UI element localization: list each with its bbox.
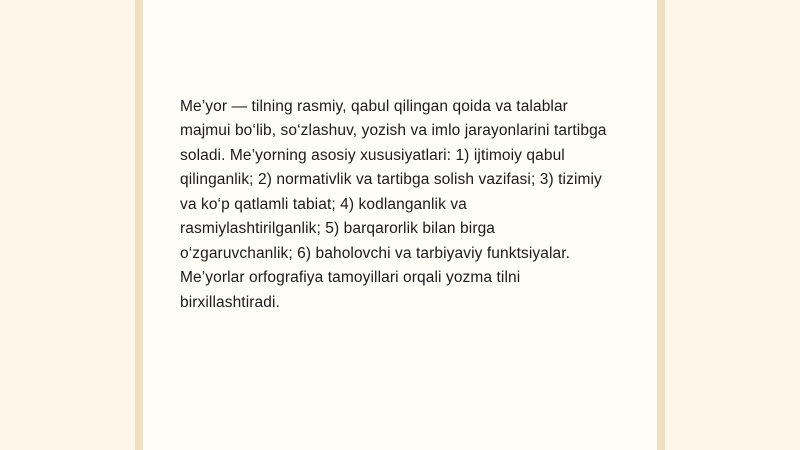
body-paragraph: Me’yor — tilning rasmiy, qabul qilingan qoida va talablar majmui bo‘lib, so‘zlashuv, yozish va imlo jarayonlarini tartibga soladi. Me’yorning asosiy xususiyatlari: 1) ijtimoiy qabul qilinganlik; 2) normativlik va tartibga solish vazifasi; 3) tizimiy va ko‘p qatlamli tabiat; 4) kodlanganlik va rasmiylashtirilganlik; 5) barqarorlik bilan birga o‘zgaruvchanlik; 6) baholovchi va tarbiyaviy funktsiyalar. Me’yorlar orfografiya tamoyillari orqali yozma tilni birxillashtiradi. (180, 98, 611, 311)
document-sheet (143, 0, 657, 450)
right-margin-band (657, 0, 665, 450)
left-margin-band (135, 0, 143, 450)
text-block (180, 95, 610, 315)
